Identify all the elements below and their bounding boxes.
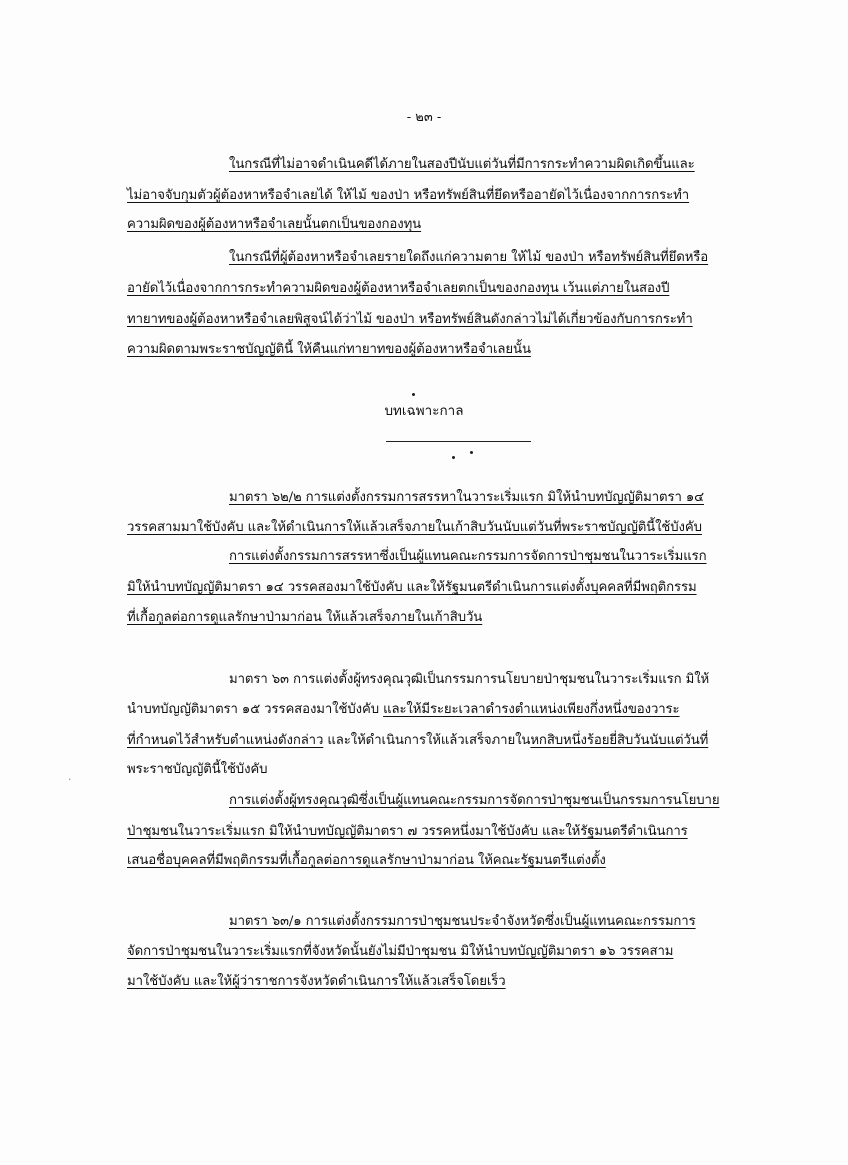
s63-line7: เสนอชื่อบุคคลที่มีพฤติกรรมที่เกื้อกูลต่อการดูแลรักษาป่ามาก่อน ให้คณะรัฐมนตรีแต่งตั้ง <box>127 853 606 868</box>
para2-line1: ในกรณีที่ผู้ต้องหาหรือจำเลยรายใดถึงแก่ความตาย ให้ไม้ ของป่า หรือทรัพย์สินที่ยึดหรือ <box>229 250 709 265</box>
s62-line5: ที่เกื้อกูลต่อการดูแลรักษาป่ามาก่อน ให้แล้วเสร็จภายในเก้าสิบวัน <box>127 610 483 625</box>
s63-line3-underlined: ที่กำหนดไว้สำหรับตำแหน่งดังกล่าว <box>127 733 324 748</box>
page-number: - ๒๓ - <box>406 110 442 125</box>
s62-line3: การแต่งตั้งกรรมการสรรหาซึ่งเป็นผู้แทนคณะกรรมการจัดการป่าชุมชนในวาระเริ่มแรก <box>229 549 707 564</box>
s631-line3: มาใช้บังคับ และให้ผู้ว่าราชการจังหวัดดำเนินการให้แล้วเสร็จโดยเร็ว <box>127 974 506 989</box>
para2-line2: อายัดไว้เนื่องจากการกระทำความผิดของผู้ต้องหาหรือจำเลยตกเป็นของกองทุน เว้นแต่ภายในสองปี <box>127 281 670 296</box>
s63-line1: มาตรา ๖๓ การแต่งตั้งผู้ทรงคุณวุฒิเป็นกรรมการนโยบายป่าชุมชนในวาระเริ่มแรก มิให้ <box>229 672 710 687</box>
speck-mark <box>412 393 415 396</box>
s63-line2-underlined: และให้มีระยะเวลาดำรงตำแหน่งเพียงกึ่งหนึ่งของวาระ <box>383 702 680 717</box>
s62-line1: มาตรา ๖๒/๒ การแต่งตั้งกรรมการสรรหาในวาระเริ่มแรก มิให้นำบทบัญญัติมาตรา ๑๔ <box>229 490 705 505</box>
s63-line2 <box>127 700 680 720</box>
section-heading: บทเฉพาะกาล <box>384 403 464 419</box>
heading-rule <box>386 441 531 442</box>
s62-line2: วรรคสามมาใช้บังคับ และให้ดำเนินการให้แล้วเสร็จภายในเก้าสิบวันนับแต่วันที่พระราชบัญญัตินี้ใช้บังคับ <box>127 520 702 535</box>
s631-line1: มาตรา ๖๓/๑ การแต่งตั้งกรรมการป่าชุมชนประจำจังหวัดซึ่งเป็นผู้แทนคณะกรรมการ <box>229 914 696 929</box>
s62-line4: มิให้นำบทบัญญัติมาตรา ๑๔ วรรคสองมาใช้บังคับ และให้รัฐมนตรีดำเนินการแต่งตั้งบุคคลที่มีพฤติกรรม <box>127 580 697 595</box>
speck-mark <box>452 456 455 459</box>
para1-line3: ความผิดของผู้ต้องหาหรือจำเลยนั้นตกเป็นของกองทุน <box>127 217 422 232</box>
para1-line2: ไม่อาจจับกุมตัวผู้ต้องหาหรือจำเลยได้ ให้ไม้ ของป่า หรือทรัพย์สินที่ยึดหรืออายัดไว้เนื่องจากการกระทำ <box>127 188 690 203</box>
para2-line4: ความผิดตามพระราชบัญญัตินี้ ให้คืนแก่ทายาทของผู้ต้องหาหรือจำเลยนั้น <box>127 342 531 357</box>
para1-line1: ในกรณีที่ไม่อาจดำเนินคดีได้ภายในสองปีนับแต่วันที่มีการกระทำความผิดเกิดขึ้นและ <box>229 157 695 172</box>
speck-mark <box>470 451 473 454</box>
s63-line6: ป่าชุมชนในวาระเริ่มแรก มิให้นำบทบัญญัติมาตรา ๗ วรรคหนึ่งมาใช้บังคับ และให้รัฐมนตรีดำเนินการ <box>127 824 688 839</box>
s63-line2-plain: นำบทบัญญัติมาตรา ๑๕ วรรคสองมาใช้บังคับ <box>127 702 384 717</box>
para2-line3: ทายาทของผู้ต้องหาหรือจำเลยพิสูจน์ได้ว่าไม้ ของป่า หรือทรัพย์สินดังกล่าวไม่ได้เกี่ยวข้องกับการกระทำ <box>127 312 693 327</box>
margin-speck: · <box>68 773 72 786</box>
s631-line2: จัดการป่าชุมชนในวาระเริ่มแรกที่จังหวัดนั้นยังไม่มีป่าชุมชน มิให้นำบทบัญญัติมาตรา ๑๖ วรรคสาม <box>127 944 674 959</box>
s63-line5: การแต่งตั้งผู้ทรงคุณวุฒิซึ่งเป็นผู้แทนคณะกรรมการจัดการป่าชุมชนเป็นกรรมการนโยบาย <box>229 793 720 808</box>
s63-line4: พระราชบัญญัตินี้ใช้บังคับ <box>127 762 268 777</box>
s63-line3 <box>127 731 708 751</box>
s63-line3-plain: และให้ดำเนินการให้แล้วเสร็จภายใน <box>323 733 531 748</box>
s63-line3-amended: หกสิบหนึ่งร้อยยี่สิบวันนับแต่วันที่ <box>530 733 709 748</box>
